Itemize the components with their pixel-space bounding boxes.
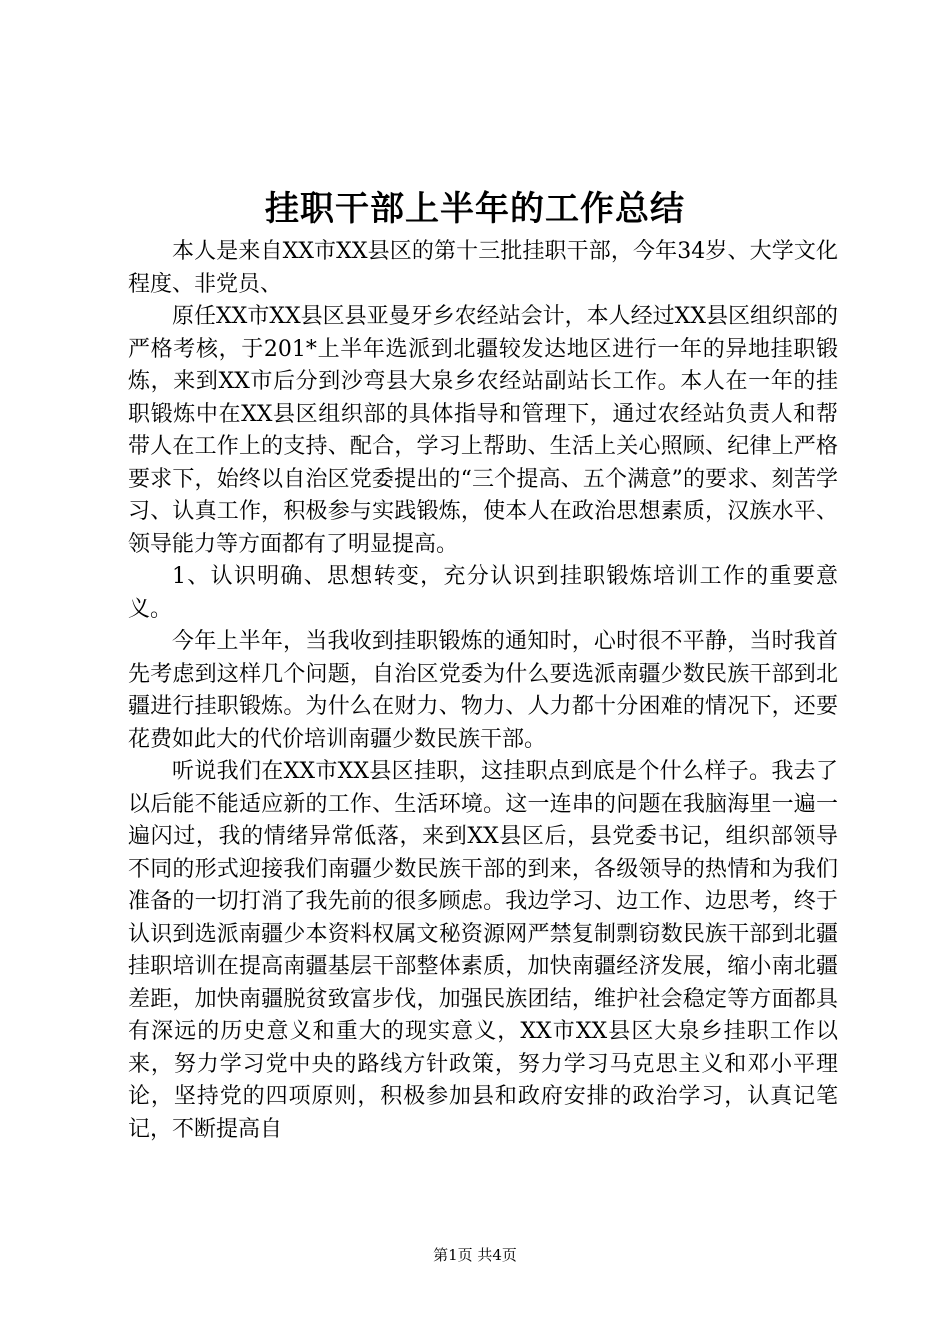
page-number-footer: 第1页 共4页: [433, 1246, 517, 1264]
paragraph: 本人是来自XX市XX县区的第十三批挂职干部，今年34岁、大学文化程度、非党员、: [128, 239, 838, 297]
paragraph: 今年上半年，当我收到挂职锻炼的通知时，心时很不平静，当时我首先考虑到这样几个问题，自治区党委为什么要选派南疆少数民族干部到北疆进行挂职锻炼。为什么在财力、物力、人力都十分困难的情况下，还要花费如此大的代价培训南疆少数民族干部。: [128, 629, 838, 752]
paragraph: 1、认识明确、思想转变，充分认识到挂职锻炼培训工作的重要意义。: [128, 564, 838, 622]
document-title: 挂职干部上半年的工作总结: [265, 189, 685, 229]
paragraph: 听说我们在XX市XX县区挂职，这挂职点到底是个什么样子。我去了以后能不能适应新的工作、生活环境。这一连串的问题在我脑海里一遍一遍闪过，我的情绪异常低落，来到XX县区后，县党委书记，组织部领导不同的形式迎接我们南疆少数民族干部的到来，各级领导的热情和为我们准备的一切打消了我先前的很多顾虑。我边学习、边工作、边思考，终于认识到选派南疆少本资料权属文秘资源网严禁复制剽窃数民族干部到北疆挂职培训在提高南疆基层干部整体素质，加快南疆经济发展，缩小南北疆差距，加快南疆脱贫致富步伐，加强民族团结，维护社会稳定等方面都具有深远的历史意义和重大的现实意义，XX市XX县区大泉乡挂职工作以来，努力学习党中央的路线方针政策，努力学习马克思主义和邓小平理论，坚持党的四项原则，积极参加县和政府安排的政治学习，认真记笔记，不断提高自: [128, 759, 838, 1142]
document-body: [128, 236, 838, 1146]
paragraph: 原任XX市XX县区县亚曼牙乡农经站会计，本人经过XX县区组织部的严格考核，于201*上半年选派到北疆较发达地区进行一年的异地挂职锻炼，来到XX市后分到沙弯县大泉乡农经站副站长工作。本人在一年的挂职锻炼中在XX县区组织部的具体指导和管理下，通过农经站负责人和帮带人在工作上的支持、配合，学习上帮助、生活上关心照顾、纪律上严格要求下，始终以自治区党委提出的“三个提高、五个满意”的要求、刻苦学习、认真工作，积极参与实践锻炼，使本人在政治思想素质，汉族水平、领导能力等方面都有了明显提高。: [128, 304, 838, 557]
